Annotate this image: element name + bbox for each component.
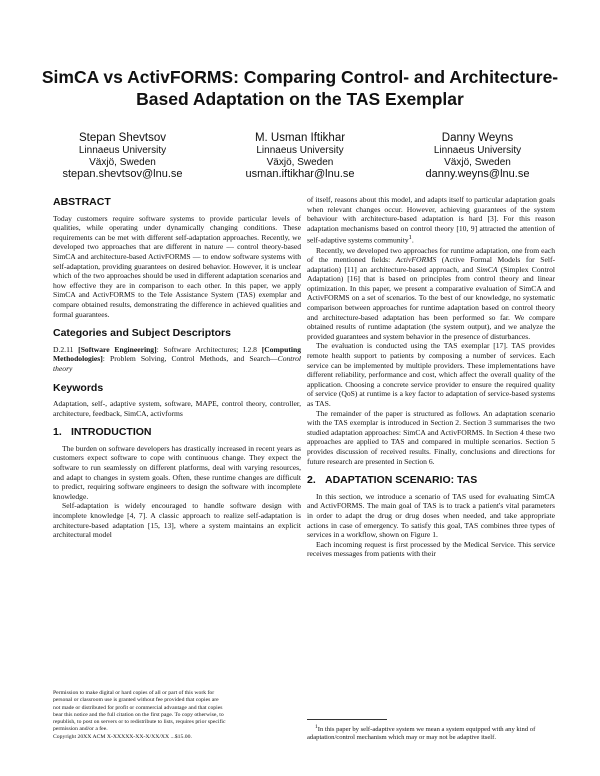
category-name-2: [Computing Methodologies]	[53, 344, 301, 364]
footnote	[307, 719, 555, 742]
abstract-heading: ABSTRACT	[53, 196, 111, 208]
intro-paragraph-1: The burden on software developers has drastically increased in recent years as customers expect software to cope with continuous change. They expect the software to run seamlessly on different platforms, deal with varying resources, and adapt to changes in system goals. Often, these runtime changes are difficult to predict, requiring software engineers to design the software with incomplete knowledge.	[53, 443, 301, 501]
intro-paragraph-4	[307, 246, 555, 342]
intro-paragraph-2: Self-adaptation is widely encouraged to handle software design with incomplete knowledge [4, 7]. A classic approach to realize self-adaptation is architecture-based adaptation [15, 13], where a system maintains an explicit architectural model	[53, 501, 301, 540]
footnote-body: In this paper by self-adaptive system we mean a system equipped with any kind of adaptation/control mechanism which may or may not be adaptive itself.	[307, 726, 536, 742]
author-email: stepan.shevtsov@lnu.se	[62, 168, 183, 180]
permission-line: bear this notice and the full citation on the first page. To copy otherwise, to	[53, 711, 224, 718]
section-2-heading	[307, 476, 555, 486]
permission-line: Permission to make digital or hard copies of all or part of this work for	[53, 690, 215, 696]
category-code: D.2.11	[53, 344, 79, 354]
author-2	[218, 131, 383, 181]
section-2-paragraph-2: Each incoming request is first processed by the Medical Service. This service receives messages from patients with their	[307, 539, 555, 559]
intro-paragraph-5: The evaluation is conducted using the TAS exemplar [17]. TAS provides remote health support to patients by composing a number of services. Each service can be implemented by multiple providers. These implementations have different reliability, performance and cost, which affect the overall quality of the application. Choosing a concrete service provider to ensure the required quality of service (QoS) at runtime is a key factor to adaptation of service-based systems as TAS.	[307, 341, 555, 408]
categories-heading: Categories and Subject Descriptors	[53, 327, 231, 340]
introduction-heading	[53, 428, 301, 438]
intro-paragraph-3	[307, 195, 555, 246]
author-name: Stepan Shevtsov	[79, 132, 166, 144]
intro-paragraph-6: The remainder of the paper is structured as follows. An adaptation scenario with the TAS exemplar is introduced in Section 2. Section 3 summarises the two studied adaptation approaches: SimCA and ActivFORMS. In Section 4 these two approaches are applied to TAS and compared in multiple scenarios. Section 5 provides discussion of received results. Finally, conclusions and directions for future research are presented in Section 6.	[307, 408, 555, 466]
intro-paragraph-4-a: Recently, we developed two approaches for runtime adaptation, one from each of the mentioned fields:	[307, 245, 555, 265]
author-location: Växjö, Sweden	[266, 156, 334, 168]
category-rest-1: : Software Architectures; I.2.8	[156, 344, 262, 354]
permission-line: not made or distributed for profit or commercial advantage and that copies	[53, 704, 223, 711]
author-email: usman.iftikhar@lnu.se	[245, 168, 355, 180]
paper-title: SimCA vs ActivFORMS: Comparing Control- and Architecture-Based Adaptation on the TAS Exemplar	[41, 67, 559, 109]
abstract-text: Today customers require software systems to provide particular levels of qualities, while operating under dynamically changing conditions. These requirements can be met with different self-adaptation approaches. Recently, we developed two approaches that are different in nature — control theory-based SimCA and architecture-based ActivFORMS — to endow software systems with self-adaptation, providing guarantees on desired behavior. However, it is unclear which of the two approaches should be used in different adaptation scenarios and how effective they are in comparison to each other. In this paper, we apply SimCA and ActivFORMS to the Tele Assistance System (TAS) exemplar and compare obtained results, demonstrating the difference in achieved qualities and formal guarantees.	[53, 213, 301, 319]
category-name-1: [Software Engineering]	[78, 344, 157, 354]
section-title: ADAPTATION SCENARIO: TAS	[325, 474, 478, 487]
simca-term: SimCA	[476, 264, 498, 274]
footnote-text	[307, 723, 555, 742]
intro-paragraph-4-c: (Simplex Control Adaptation) [16] that is based on principles from control theory and linear optimization. In this paper, we present a comparative evaluation of SimCA and ActivFORMS on a set of scenarios. To the best of our knowledge, no systematic comparison between approaches for runtime adaptation based on control theory and architecture-based adaptation has been performed so far. We compare obtained results of runtime adaptation (the system output), and we analyze the provided guarantees and system behavior in the presence of disturbances.	[307, 264, 555, 341]
author-location: Växjö, Sweden	[89, 156, 156, 168]
right-column	[307, 195, 555, 559]
author-name: Danny Weyns	[441, 132, 514, 144]
section-number: 1.	[53, 426, 62, 439]
section-number: 2.	[307, 474, 316, 487]
footnote-marker: 1	[408, 234, 412, 242]
author-email: danny.weyns@lnu.se	[425, 168, 530, 180]
intro-paragraph-4-b: (Active Formal Models for Self-adaptation) [11] an architecture-based approach, and	[307, 255, 555, 274]
section-2-paragraph-1: In this section, we introduce a scenario of TAS used for evaluating SimCA and ActivFORMS. The main goal of TAS is to track a patient's vital parameters in order to adapt the drug or drug doses when needed, and take appropriate actions in case of emergency. To satisfy this goal, TAS combines three types of services in a workflow, shown on Figure 1.	[307, 491, 555, 540]
permission-line: permission and/or a fee.	[53, 726, 108, 733]
author-block	[40, 131, 560, 181]
author-affiliation: Linnaeus University	[256, 145, 344, 156]
intro-paragraph-3-text: of itself, reasons about this model, and adapts itself to particular adaptation goals when relevant changes occur. However, achieving guarantees of the system behaviour with architecture-based adaptation is hard [3]. For this reason adaptation mechanisms based on control theory [10, 9] attracted the attention of self-adaptive systems community	[307, 195, 555, 245]
author-location: Växjö, Sweden	[444, 156, 511, 168]
keywords-text: Adaptation, self-, adaptive system, software, MAPE, control theory, controller, architecture, feedback, SimCA, activforms	[53, 399, 301, 418]
section-title: INTRODUCTION	[71, 426, 152, 439]
author-3	[395, 131, 560, 181]
permission-line: republish, to post on servers or to redistribute to lists, requires prior specific	[53, 719, 226, 726]
categories-text	[53, 345, 301, 374]
activforms-term: ActivFORMS	[395, 255, 437, 265]
author-affiliation: Linnaeus University	[433, 145, 522, 156]
category-italic: Control theory	[53, 354, 301, 373]
author-name: M. Usman Iftikhar	[254, 132, 346, 144]
copyright-line: Copyright 20XX ACM X-XXXXX-XX-X/XX/XX ...$15.00.	[53, 733, 192, 740]
category-rest-2: : Problem Solving, Control Methods, and Search—	[102, 354, 278, 364]
permission-notice	[53, 690, 278, 741]
permission-line: personal or classroom use is granted without fee provided that copies are	[53, 697, 219, 704]
author-affiliation: Linnaeus University	[78, 145, 167, 156]
author-1	[40, 131, 205, 181]
intro-paragraph-3-end: .	[411, 235, 414, 245]
footnote-number: 1	[315, 724, 318, 730]
left-column	[53, 198, 301, 540]
keywords-heading: Keywords	[53, 381, 104, 394]
footnote-rule	[307, 719, 387, 720]
